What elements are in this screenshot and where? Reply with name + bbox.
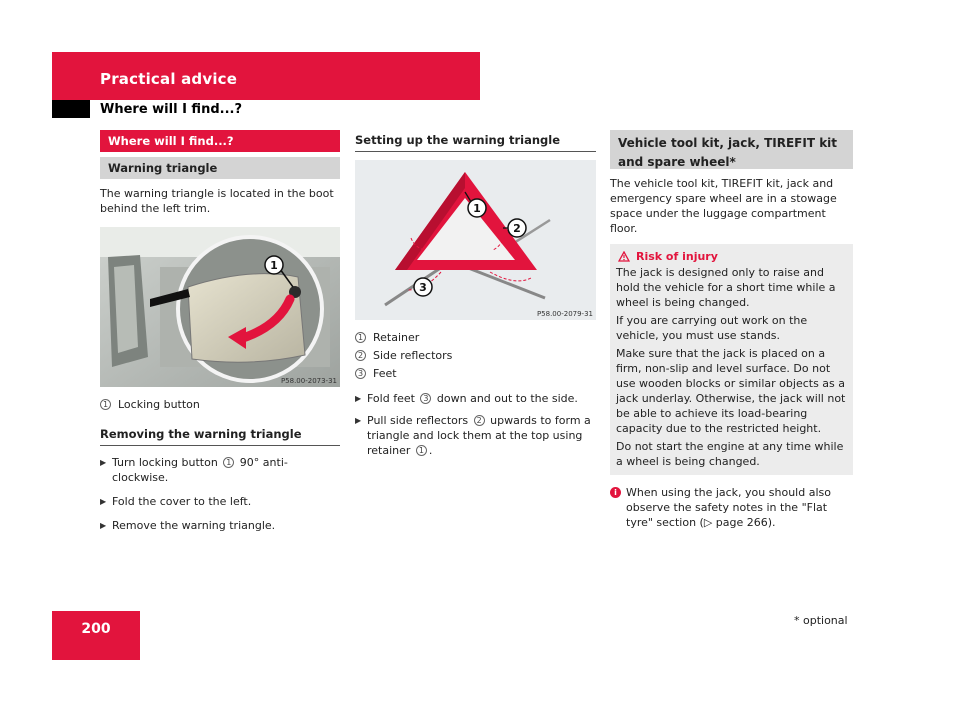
- caption-retainer: [355, 328, 596, 346]
- step-text-post: 90° anti-clockwise.: [112, 456, 288, 484]
- warning-title-text: Risk of injury: [636, 250, 718, 263]
- triangle-photo: [355, 160, 596, 320]
- step-text-pre: Pull side reflectors: [367, 414, 472, 427]
- step-remove-triangle: [100, 518, 340, 533]
- step-text-post: .: [428, 444, 433, 457]
- warning-title: [618, 250, 847, 263]
- warning-paragraph: If you are carrying out work on the vehicle, you must use stands.: [616, 314, 808, 342]
- step-text: [367, 413, 596, 458]
- info-icon: i: [610, 487, 621, 498]
- inline-callout: 2: [474, 415, 485, 426]
- inline-callout: 1: [416, 445, 427, 456]
- step-pull-reflectors: [355, 413, 596, 458]
- step-text-pre: Turn locking button: [112, 456, 222, 469]
- header-black-tab: [52, 100, 90, 118]
- step-fold-cover: [100, 494, 340, 509]
- inline-callout: 1: [223, 457, 234, 468]
- caption-side-reflectors: [355, 346, 596, 364]
- callout-number: 1: [355, 332, 366, 343]
- info-note: [610, 485, 853, 530]
- header-section-bar: [52, 52, 480, 100]
- photo-code: P58.00-2079-31: [536, 310, 593, 318]
- step-turn-button: [100, 455, 340, 485]
- caption-text: Side reflectors: [373, 348, 453, 362]
- warning-box: [610, 244, 853, 475]
- step-fold-feet: [355, 391, 596, 406]
- intro-text: The warning triangle is located in the boot behind the left trim.: [100, 187, 334, 215]
- note-text: When using the jack, you should also observe the safety notes in the "Flat tyre" section (▷ page 266).: [626, 486, 831, 529]
- callout-number: 3: [355, 368, 366, 379]
- step-text-mid: upwards to form a triangle and lock them at the top using retainer: [367, 414, 591, 457]
- intro-text: The vehicle tool kit, TIREFIT kit, jack and emergency spare wheel are in a stowage space under the luggage compartment floor.: [610, 177, 837, 235]
- caption-text: Feet: [373, 366, 397, 380]
- step-arrow-icon: ▶: [355, 394, 362, 403]
- warning-paragraph: Make sure that the jack is placed on a firm, non-slip and level surface. Do not use wooden blocks or similar objects as a jack underlay. Otherwise, the jack will not be able to achieve its load-bearing capacity due to the restricted height.: [616, 347, 846, 435]
- page-number: 200: [81, 621, 111, 637]
- step-text: Remove the warning triangle.: [112, 519, 276, 532]
- callout-number: 1: [100, 399, 111, 410]
- warning-triangle-illustration: [355, 160, 596, 320]
- column-setting-up-triangle: [355, 130, 596, 458]
- warning-paragraph: Do not start the engine at any time while a wheel is being changed.: [616, 440, 844, 468]
- step-arrow-icon: ▶: [100, 458, 107, 467]
- step-text: Fold the cover to the left.: [112, 495, 252, 508]
- warning-triangle-icon: [618, 251, 630, 262]
- banner-where-will-i-find: Where will I find...?: [100, 130, 340, 152]
- step-text: [367, 391, 578, 406]
- step-arrow-icon: ▶: [355, 416, 362, 425]
- photo-callout-1: 1: [473, 202, 481, 215]
- photo-callout-2: 2: [513, 222, 521, 235]
- column-warning-triangle: [100, 130, 340, 533]
- heading-setting-up: Setting up the warning triangle: [355, 130, 596, 152]
- photo-callout-1: 1: [270, 259, 278, 272]
- section-title: Practical advice: [100, 70, 238, 88]
- caption-text: Retainer: [373, 330, 420, 344]
- step-arrow-icon: ▶: [100, 521, 107, 530]
- footnote: * optional: [794, 614, 848, 627]
- warning-paragraph: The jack is designed only to raise and hold the vehicle for a short time while a wheel is being changed.: [616, 266, 836, 309]
- boot-trim-photo: [100, 227, 340, 387]
- callout-number: 2: [355, 350, 366, 361]
- page-subtitle: Where will I find...?: [100, 102, 242, 117]
- caption-feet: [355, 364, 596, 382]
- page-number-box: [52, 611, 140, 660]
- banner-vehicle-tool-kit: Vehicle tool kit, jack, TIREFIT kit and spare wheel*: [610, 130, 853, 169]
- column-vehicle-tool-kit: [610, 130, 853, 530]
- step-arrow-icon: ▶: [100, 497, 107, 506]
- photo-callout-3: 3: [419, 281, 427, 294]
- caption-locking-button: [100, 395, 340, 413]
- inline-callout: 3: [420, 393, 431, 404]
- subheading-warning-triangle: Warning triangle: [100, 157, 340, 179]
- step-text-pre: Fold feet: [367, 392, 419, 405]
- step-text: [112, 455, 340, 485]
- boot-trim-illustration: [100, 227, 340, 387]
- caption-text: Locking button: [118, 397, 200, 411]
- heading-removing-triangle: Removing the warning triangle: [100, 427, 340, 446]
- photo-code: P58.00-2073-31: [280, 377, 337, 385]
- step-text-post: down and out to the side.: [433, 392, 578, 405]
